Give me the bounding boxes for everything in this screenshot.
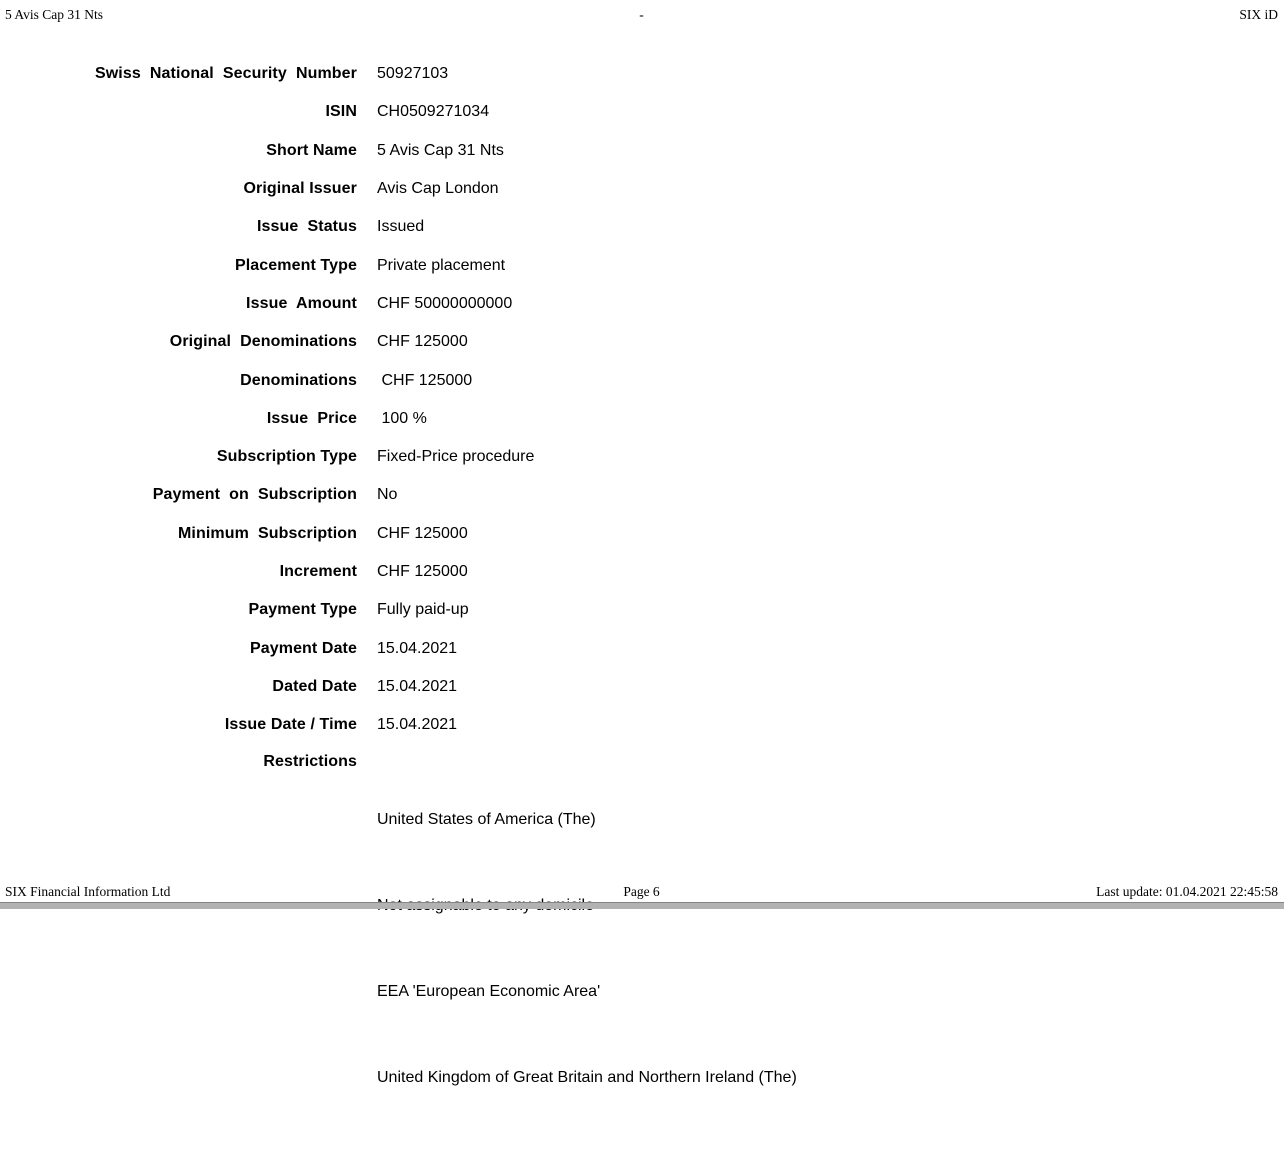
field-label: Payment on Subscription — [152, 486, 357, 504]
field-row — [0, 246, 1284, 284]
field-row — [0, 476, 1284, 514]
field-label: Issue Date / Time — [224, 716, 357, 734]
field-value-restrictions — [377, 748, 1284, 1150]
field-label: Original Issuer — [243, 180, 357, 198]
field-label: Original Denominations — [169, 333, 357, 351]
field-value: No — [377, 486, 398, 504]
security-fields-table — [0, 55, 1284, 1150]
field-label: Restrictions — [263, 753, 357, 771]
header-separator: - — [639, 7, 644, 22]
field-value: 50927103 — [377, 65, 449, 83]
field-row — [0, 93, 1284, 131]
field-value: CHF 125000 — [377, 333, 468, 351]
product-name: SIX iD — [1239, 7, 1278, 22]
field-value: Fixed-Price procedure — [377, 448, 535, 466]
document-title: 5 Avis Cap 31 Nts — [5, 7, 104, 22]
field-label: Denominations — [240, 371, 357, 389]
bottom-bar — [0, 902, 1284, 909]
field-value: CHF 50000000000 — [377, 294, 513, 312]
field-label: Payment Type — [248, 601, 357, 619]
field-row — [0, 208, 1284, 246]
field-label: Minimum Subscription — [178, 524, 357, 542]
footer-page-number: Page 6 — [623, 884, 660, 899]
field-value: 5 Avis Cap 31 Nts — [377, 141, 504, 159]
field-label: Short Name — [266, 141, 357, 159]
field-row — [0, 400, 1284, 438]
field-row — [0, 55, 1284, 93]
restriction-line: United States of America (The) — [377, 810, 596, 828]
field-row — [0, 629, 1284, 667]
restriction-line: EEA 'European Economic Area' — [377, 982, 601, 1000]
field-row — [0, 438, 1284, 476]
restriction-line: United Kingdom of Great Britain and Northern Ireland (The) — [377, 1069, 797, 1087]
footer-last-update: Last update: 01.04.2021 22:45:58 — [1096, 884, 1278, 899]
field-label: Subscription Type — [216, 448, 357, 466]
field-label: Issue Price — [266, 409, 357, 427]
field-label: Issue Amount — [246, 294, 357, 312]
field-row — [0, 170, 1284, 208]
field-row — [0, 132, 1284, 170]
page-footer — [5, 884, 1278, 902]
field-value: CH0509271034 — [377, 103, 490, 121]
field-value: 15.04.2021 — [377, 677, 458, 695]
field-row — [0, 553, 1284, 591]
page-header — [5, 7, 1278, 25]
field-value: CHF 125000 — [377, 563, 468, 580]
field-value: 15.04.2021 — [377, 639, 458, 657]
field-row — [0, 668, 1284, 706]
field-value: Avis Cap London — [377, 180, 499, 198]
field-value: 100 % — [377, 409, 427, 427]
field-label: Payment Date — [249, 639, 357, 657]
field-value: CHF 125000 — [377, 371, 473, 389]
field-value: Fully paid-up — [377, 601, 469, 619]
footer-company: SIX Financial Information Ltd — [5, 884, 171, 899]
field-value: Private placement — [377, 256, 506, 274]
field-row — [0, 285, 1284, 323]
field-row-restrictions — [0, 744, 1284, 1150]
field-label: ISIN — [325, 103, 357, 121]
field-row — [0, 515, 1284, 553]
field-label: Dated Date — [272, 677, 357, 695]
field-value: CHF 125000 — [377, 524, 468, 542]
field-row — [0, 361, 1284, 399]
field-value: 15.04.2021 — [377, 716, 458, 734]
field-label: Increment — [279, 563, 357, 580]
field-row — [0, 706, 1284, 744]
field-label: Swiss National Security Number — [94, 65, 357, 83]
field-label: Issue Status — [256, 218, 357, 236]
field-label: Placement Type — [234, 256, 357, 274]
field-row — [0, 591, 1284, 629]
field-row — [0, 323, 1284, 361]
field-value: Issued — [377, 218, 425, 236]
